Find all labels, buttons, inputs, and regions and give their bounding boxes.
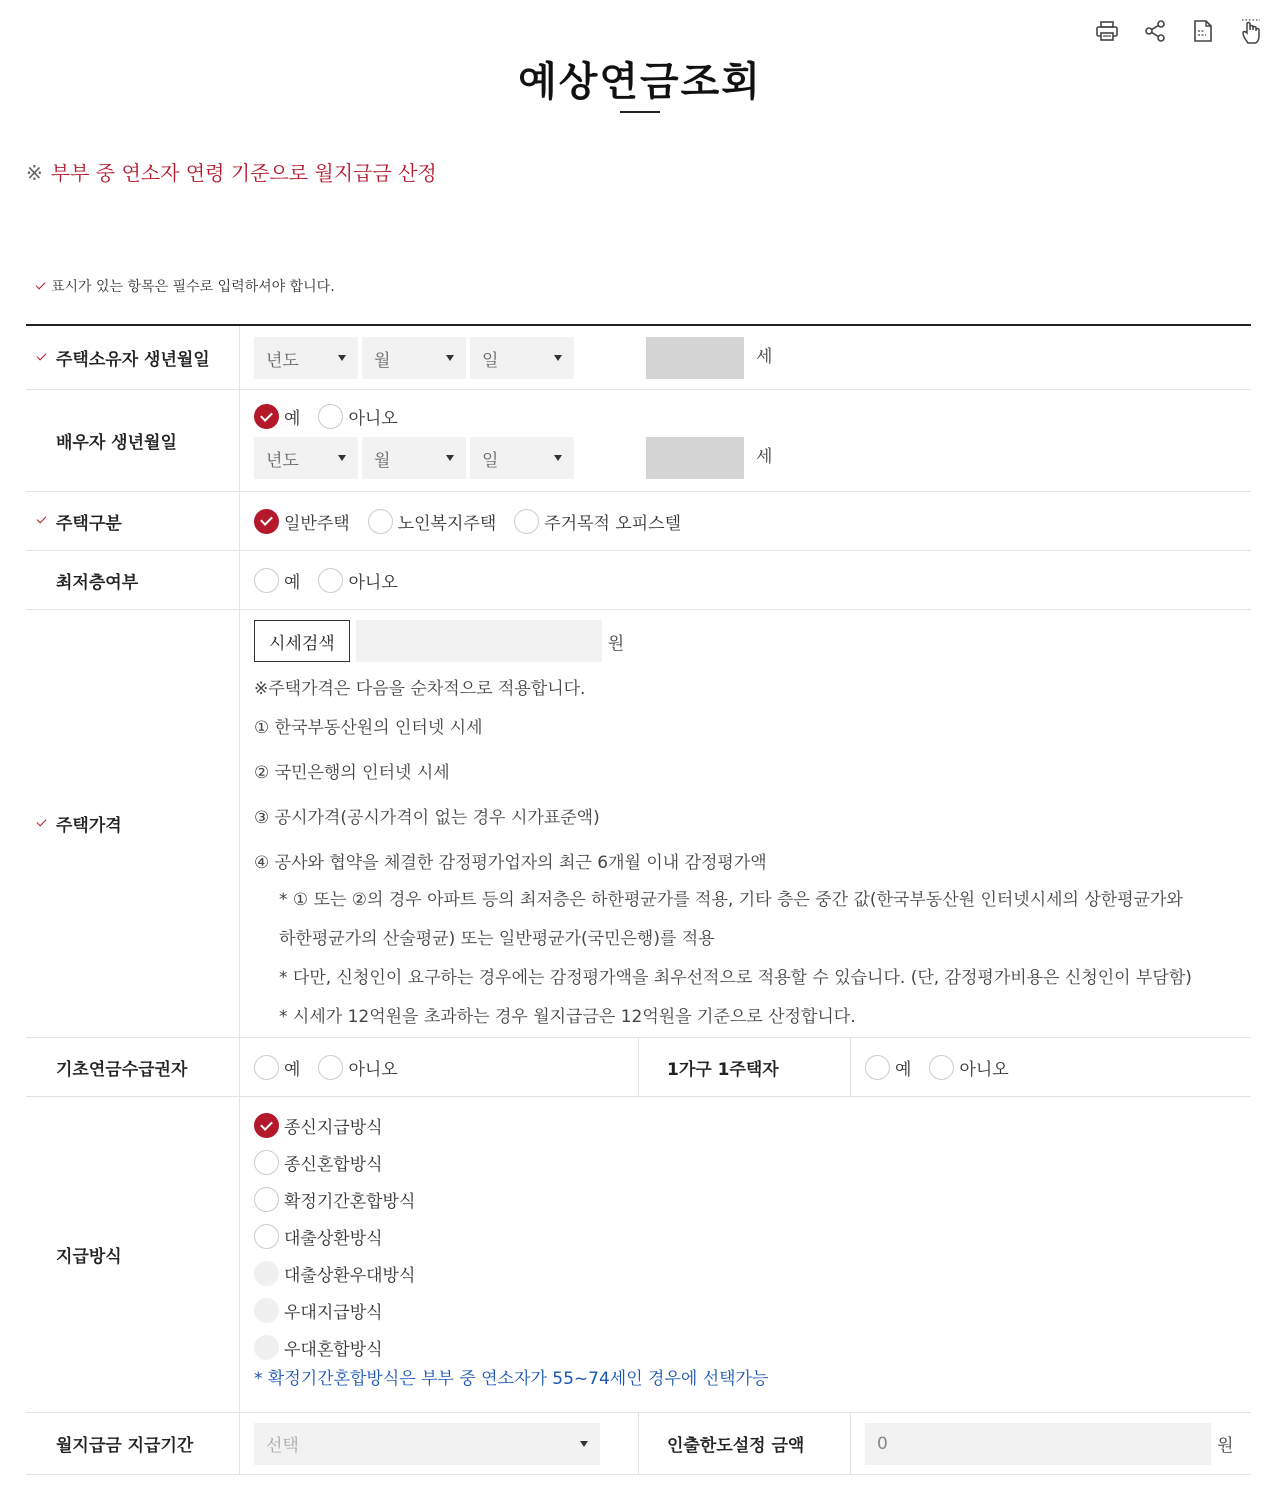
list-item: ④ 공사와 협약을 체결한 감정평가업자의 최근 6개월 이내 감정평가액	[254, 853, 767, 873]
title-underline	[620, 111, 660, 113]
radio-empty-icon	[318, 1055, 343, 1080]
pension-form	[26, 324, 1251, 1475]
chevron-down-icon	[338, 455, 346, 461]
sub-note: * 다만, 신청인이 요구하는 경우에는 감정평가액을 최우선적으로 적용할 수 있습니다. (단, 감정평가비용은 신청인이 부담함)	[279, 968, 1192, 988]
payment-method-options	[254, 1113, 1251, 1360]
radio-empty-icon	[254, 1150, 279, 1175]
owner-month-select[interactable]	[362, 337, 466, 379]
house-price-label	[26, 610, 240, 1037]
house-price-order-list	[254, 713, 1251, 873]
spouse-age-box	[646, 437, 744, 479]
withdraw-limit-input[interactable]: 0	[865, 1423, 1211, 1465]
spouse-day-value: 일	[482, 450, 499, 471]
payment-method-note: * 확정기간혼합방식은 부부 중 연소자가 55~74세인 경우에 선택가능	[254, 1369, 769, 1389]
row-period	[26, 1413, 1251, 1475]
radio-checked-icon	[254, 404, 279, 429]
lowest-floor-no-label: 아니오	[348, 572, 398, 593]
notice-text: 부부 중 연소자 연령 기준으로 월지급금 산정	[50, 161, 437, 185]
basic-pension-yes-radio[interactable]	[254, 1055, 300, 1080]
page-title: 예상연금조회	[518, 59, 762, 105]
lowest-floor-yes-label: 예	[284, 572, 301, 593]
house-price-note: ※주택가격은 다음을 순차적으로 적용합니다.	[254, 679, 586, 699]
row-lowest-floor	[26, 551, 1251, 610]
house-type-general-label: 일반주택	[284, 513, 350, 534]
payment-option-label: 우대혼합방식	[284, 1340, 383, 1360]
spouse-month-value: 월	[374, 450, 391, 471]
payment-option-label: 종신혼합방식	[284, 1155, 383, 1175]
required-note	[36, 276, 335, 296]
row-owner-dob	[26, 326, 1251, 390]
house-type-label	[26, 492, 240, 550]
row-payment-method	[26, 1097, 1251, 1413]
spouse-year-value: 년도	[266, 450, 299, 471]
payment-option-radio[interactable]	[254, 1113, 1251, 1138]
chevron-down-icon	[446, 455, 454, 461]
payment-option-label: 확정기간혼합방식	[284, 1192, 416, 1212]
period-select[interactable]	[254, 1423, 600, 1465]
owner-age-unit: 세	[756, 346, 773, 367]
spouse-yes-label: 예	[284, 409, 301, 429]
payment-option-radio[interactable]	[254, 1150, 1251, 1175]
required-check-icon	[37, 816, 47, 826]
required-check-icon	[37, 350, 47, 360]
spouse-dob-label-text: 배우자 생년월일	[56, 433, 177, 453]
spouse-age-unit: 세	[756, 446, 773, 467]
payment-option-label: 우대지급방식	[284, 1303, 383, 1323]
basic-pension-yes-label: 예	[284, 1059, 301, 1080]
payment-option-radio[interactable]	[254, 1335, 1251, 1360]
chevron-down-icon	[580, 1441, 588, 1447]
one-house-label	[638, 1038, 851, 1096]
period-select-value: 선택	[266, 1436, 299, 1456]
row-basic-pension	[26, 1038, 1251, 1097]
payment-option-label: 종신지급방식	[284, 1118, 383, 1138]
basic-pension-label-text: 기초연금수급권자	[56, 1059, 188, 1080]
radio-checked-icon	[254, 509, 279, 534]
house-type-label-text: 주택구분	[56, 513, 122, 534]
payment-option-label: 대출상환방식	[284, 1229, 383, 1249]
house-type-senior-label: 노인복지주택	[397, 513, 497, 534]
list-item: ② 국민은행의 인터넷 시세	[254, 763, 450, 783]
notice-mark: ※	[26, 161, 43, 185]
radio-checked-icon	[254, 1113, 279, 1138]
house-price-sub-notes	[254, 881, 1251, 1037]
lowest-floor-label	[26, 551, 240, 609]
owner-year-select[interactable]	[254, 337, 358, 379]
payment-option-radio[interactable]	[254, 1187, 1251, 1212]
house-price-input[interactable]	[356, 620, 602, 662]
lowest-floor-yes-radio[interactable]	[254, 568, 300, 593]
spouse-month-select[interactable]	[362, 437, 466, 479]
basic-pension-no-radio[interactable]	[318, 1055, 397, 1080]
radio-empty-icon	[318, 404, 343, 429]
withdraw-limit-label-text: 인출한도설정 금액	[667, 1436, 805, 1456]
one-house-yes-radio[interactable]	[865, 1055, 911, 1080]
spouse-no-radio[interactable]	[318, 404, 397, 429]
chevron-down-icon	[554, 455, 562, 461]
radio-empty-icon	[254, 1187, 279, 1212]
house-price-unit: 원	[607, 633, 625, 654]
radio-disabled-icon	[254, 1335, 279, 1360]
payment-method-label-text: 지급방식	[56, 1247, 122, 1267]
lowest-floor-no-radio[interactable]	[318, 568, 397, 593]
row-house-price	[26, 610, 1251, 1038]
sub-note: 하한평균가의 산술평균) 또는 일반평균가(국민은행)를 적용	[279, 929, 715, 949]
owner-year-value: 년도	[266, 350, 299, 371]
row-house-type	[26, 492, 1251, 551]
owner-day-value: 일	[482, 350, 499, 371]
withdraw-limit-label	[638, 1413, 851, 1474]
chevron-down-icon	[554, 355, 562, 361]
house-type-senior-radio[interactable]	[368, 509, 497, 534]
basic-pension-label	[26, 1038, 240, 1096]
chevron-down-icon	[338, 355, 346, 361]
period-label	[26, 1413, 240, 1474]
house-type-officetel-label: 주거목적 오피스텔	[544, 513, 682, 534]
spouse-no-label: 아니오	[348, 409, 398, 429]
one-house-label-text: 1가구 1주택자	[667, 1059, 779, 1080]
payment-option-radio[interactable]	[254, 1224, 1251, 1249]
hand-pointer-icon[interactable]	[1238, 16, 1264, 46]
house-price-label-text: 주택가격	[56, 816, 122, 836]
payment-option-radio[interactable]	[254, 1261, 1251, 1286]
owner-dob-label	[26, 326, 240, 389]
owner-day-select[interactable]	[470, 337, 574, 379]
share-icon[interactable]	[1142, 16, 1168, 46]
radio-empty-icon	[254, 1055, 279, 1080]
sub-note: * 시세가 12억원을 초과하는 경우 월지급금은 12억원을 기준으로 산정합니다.	[279, 1007, 856, 1027]
one-house-no-radio[interactable]	[929, 1055, 1008, 1080]
payment-method-label	[26, 1097, 240, 1412]
house-type-officetel-radio[interactable]	[514, 509, 681, 534]
age-basis-notice	[26, 157, 437, 186]
document-icon[interactable]	[1190, 16, 1216, 46]
radio-empty-icon	[514, 509, 539, 534]
spouse-day-select[interactable]	[470, 437, 574, 479]
owner-month-value: 월	[374, 350, 391, 371]
basic-pension-no-label: 아니오	[348, 1059, 398, 1080]
owner-age-box	[646, 337, 744, 379]
price-search-button[interactable]: 시세검색	[254, 620, 350, 662]
lowest-floor-label-text: 최저층여부	[56, 572, 139, 593]
radio-disabled-icon	[254, 1298, 279, 1323]
required-check-icon	[37, 514, 47, 524]
spouse-dob-label	[26, 390, 240, 491]
one-house-yes-label: 예	[895, 1059, 912, 1080]
list-item: ① 한국부동산원의 인터넷 시세	[254, 718, 483, 738]
period-label-text: 월지급금 지급기간	[56, 1436, 194, 1456]
chevron-down-icon	[446, 355, 454, 361]
radio-empty-icon	[865, 1055, 890, 1080]
spouse-yes-radio[interactable]	[254, 404, 300, 429]
required-check-icon	[36, 279, 46, 289]
payment-option-radio[interactable]	[254, 1298, 1251, 1323]
radio-empty-icon	[368, 509, 393, 534]
toolbar	[1094, 16, 1264, 46]
row-spouse-dob	[26, 390, 1251, 492]
radio-empty-icon	[318, 568, 343, 593]
sub-note: * ① 또는 ②의 경우 아파트 등의 최저층은 하한평균가를 적용, 기타 층은 중간 값(한국부동산원 인터넷시세의 상한평균가와	[279, 890, 1183, 910]
radio-disabled-icon	[254, 1261, 279, 1286]
payment-option-label: 대출상환우대방식	[284, 1266, 416, 1286]
list-item: ③ 공시가격(공시가격이 없는 경우 시가표준액)	[254, 808, 600, 828]
print-icon[interactable]	[1094, 16, 1120, 46]
house-type-general-radio[interactable]	[254, 509, 350, 534]
owner-dob-label-text: 주택소유자 생년월일	[56, 350, 210, 370]
withdraw-limit-unit: 원	[1217, 1436, 1234, 1456]
one-house-no-label: 아니오	[959, 1059, 1009, 1080]
required-note-text: 표시가 있는 항목은 필수로 입력하셔야 합니다.	[51, 279, 335, 295]
radio-empty-icon	[254, 568, 279, 593]
spouse-year-select[interactable]	[254, 437, 358, 479]
radio-empty-icon	[254, 1224, 279, 1249]
radio-empty-icon	[929, 1055, 954, 1080]
